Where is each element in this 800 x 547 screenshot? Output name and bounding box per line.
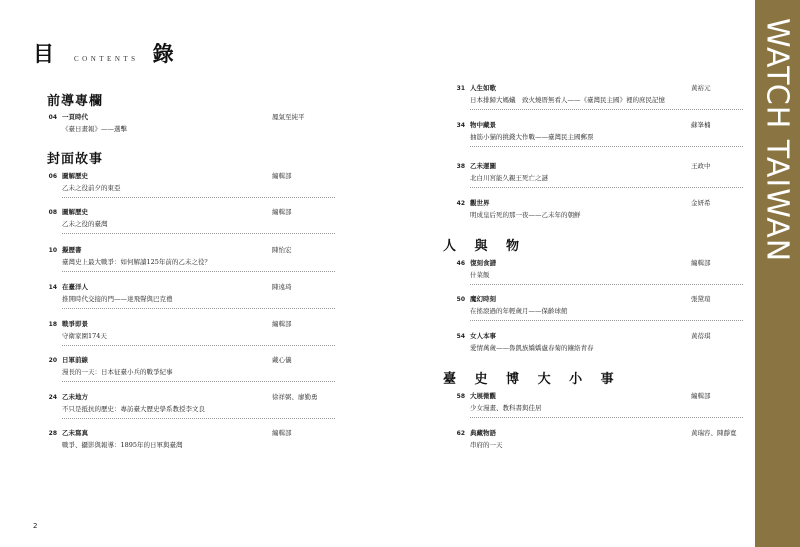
entry-author: 張黛瑄 [691, 295, 711, 303]
page-num: 18 [48, 321, 57, 328]
entry-author: 鳳氣至純平 [272, 113, 305, 121]
entry-author: 王政中 [691, 162, 711, 170]
entry-author: 編輯部 [272, 320, 292, 328]
entry-subtitle: 愛情萬歲——魯凱族嬌嬌盧春菊的鑲絡青春 [470, 344, 594, 352]
entry-title: 觀世界 [470, 199, 490, 207]
entry-subtitle: 不只是抵抗的歷史：專訪臺大歷史學系教授李文良 [62, 405, 205, 413]
divider [62, 381, 335, 382]
entry-author: 編輯部 [691, 259, 711, 267]
divider [62, 345, 335, 346]
entry-title: 大展微觀 [470, 392, 496, 400]
entry-author: 編輯部 [272, 429, 292, 437]
entry-subtitle: 串府的一天 [470, 441, 503, 449]
entry-subtitle: 北白川宮能久親王死亡之謎 [470, 174, 548, 182]
divider [62, 308, 335, 309]
entry-author: 編輯部 [272, 208, 292, 216]
entry-title: 圖解歷史 [62, 172, 88, 180]
brand-wordmark: WATCH TAIWAN [759, 18, 795, 263]
entry-title: 擬歷書 [62, 246, 82, 254]
toc-entry[interactable] [35, 429, 335, 450]
entry-author: 徐祥弼、廖勤勇 [272, 393, 318, 401]
divider [470, 284, 743, 285]
entry-title: 圖解歷史 [62, 208, 88, 216]
page-num: 06 [48, 173, 57, 180]
entry-subtitle: 日本排歸大媽蟻 致火燒厝無看人——《臺灣民主國》裡的庶民記憶 [470, 96, 665, 104]
brand-sidebar [755, 0, 800, 547]
entry-subtitle: 少女漫畫、教科書與佳居 [470, 404, 542, 412]
toc-entry[interactable] [443, 162, 743, 188]
page-num: 42 [456, 200, 465, 207]
entry-subtitle: 明成皇后死的那一夜——乙未年的朝鮮 [470, 211, 581, 219]
page-num: 46 [456, 260, 465, 267]
entry-subtitle: 臺灣史上最大戰爭：如何解讀125年前的乙未之役？ [62, 258, 211, 266]
entry-author: 黃裕元 [691, 84, 711, 92]
page-num: 20 [48, 357, 57, 364]
entry-title: 在臺洋人 [62, 283, 88, 291]
toc-entry[interactable] [35, 172, 335, 198]
entry-title: 乙未寫真 [62, 429, 88, 437]
entry-subtitle: 推開時代交接的門——達飛聲與巴克禮 [62, 295, 173, 303]
entry-subtitle: 什菜飯 [470, 271, 490, 279]
divider [62, 418, 335, 419]
entry-title: 戰爭即景 [62, 320, 88, 328]
toc-entry[interactable] [443, 295, 743, 321]
toc-entry[interactable] [35, 320, 335, 346]
entry-title: 物中藏景 [470, 121, 496, 129]
entry-author: 金妍希 [691, 199, 711, 207]
toc-entry[interactable] [443, 199, 743, 220]
entry-subtitle: 乙未之役的臺灣 [62, 220, 108, 228]
section-title-cover: 封面故事 [47, 152, 104, 167]
section-title-people: 人 與 物 [443, 239, 527, 254]
divider [62, 271, 335, 272]
toc-entry[interactable] [443, 429, 743, 450]
entry-title: 一頁時代 [62, 113, 88, 121]
entry-author: 黃瑞容、陳靜寬 [691, 429, 737, 437]
entry-subtitle: 在搖滾過的年輕歲月——保齡球館 [470, 307, 568, 315]
entry-author: 編輯部 [272, 172, 292, 180]
page-num: 31 [456, 85, 465, 92]
divider [62, 233, 335, 234]
heading-char-left: 目 [33, 41, 54, 66]
toc-entry[interactable] [443, 259, 743, 285]
toc-entry[interactable] [443, 332, 743, 353]
entry-title: 日軍前線 [62, 356, 88, 364]
page-num: 04 [48, 114, 57, 121]
entry-author: 編輯部 [691, 392, 711, 400]
entry-title: 乙未地方 [62, 393, 88, 401]
page-num: 34 [456, 122, 465, 129]
toc-entry[interactable] [35, 393, 335, 419]
page-num: 14 [48, 284, 57, 291]
entry-author: 戴心儀 [272, 356, 292, 364]
entry-subtitle: 守衛家園174天 [62, 332, 107, 340]
divider [470, 320, 743, 321]
page-num: 50 [456, 296, 465, 303]
heading-char-right: 錄 [152, 41, 174, 66]
divider [62, 197, 335, 198]
entry-author: 陳遠琦 [272, 283, 292, 291]
heading-en: CONTENTS [74, 55, 139, 63]
toc-entry[interactable] [35, 113, 335, 134]
page-num: 54 [456, 333, 465, 340]
entry-author: 蘇峯楠 [691, 121, 711, 129]
divider [470, 109, 743, 110]
divider [470, 417, 743, 418]
toc-entry[interactable] [443, 392, 743, 418]
toc-entry[interactable] [35, 246, 335, 272]
entry-title: 典藏物語 [470, 429, 496, 437]
divider [470, 146, 743, 147]
page-num: 58 [456, 393, 465, 400]
entry-title: 復刻食譜 [470, 259, 496, 267]
toc-entry[interactable] [443, 84, 743, 110]
divider [470, 187, 743, 188]
page-number: 2 [33, 522, 38, 530]
page-num: 10 [48, 247, 57, 254]
page-num: 24 [48, 394, 57, 401]
toc-entry[interactable] [35, 208, 335, 234]
toc-entry[interactable] [35, 356, 335, 382]
entry-author: 陳怡宏 [272, 246, 292, 254]
toc-entry[interactable] [443, 121, 743, 147]
entry-title: 人生如歌 [470, 84, 496, 92]
entry-subtitle: 乙未之役前夕的東亞 [62, 184, 121, 192]
toc-entry[interactable] [35, 283, 335, 309]
entry-title: 乙未運圖 [470, 162, 496, 170]
entry-author: 黃蓓琪 [691, 332, 711, 340]
contents-heading [33, 38, 174, 68]
page-num: 28 [48, 430, 57, 437]
page-num: 38 [456, 163, 465, 170]
entry-subtitle: 漫長的一天：日本征臺小兵的戰爭紀事 [62, 368, 173, 376]
entry-title: 女人本事 [470, 332, 496, 340]
page-num: 62 [456, 430, 465, 437]
entry-title: 魔幻時刻 [470, 295, 496, 303]
page-num: 08 [48, 209, 57, 216]
section-title-lead: 前導專欄 [47, 94, 104, 109]
section-title-museum: 臺 史 博 大 小 事 [443, 372, 621, 387]
entry-subtitle: 抽筋小猫的挑錢大作戰——臺灣民主國郵票 [470, 133, 594, 141]
entry-subtitle: 戰爭、攝影與報導：1895年的日軍與臺灣 [62, 441, 183, 449]
entry-subtitle: 《臺日畫報》——選擊 [62, 125, 127, 133]
